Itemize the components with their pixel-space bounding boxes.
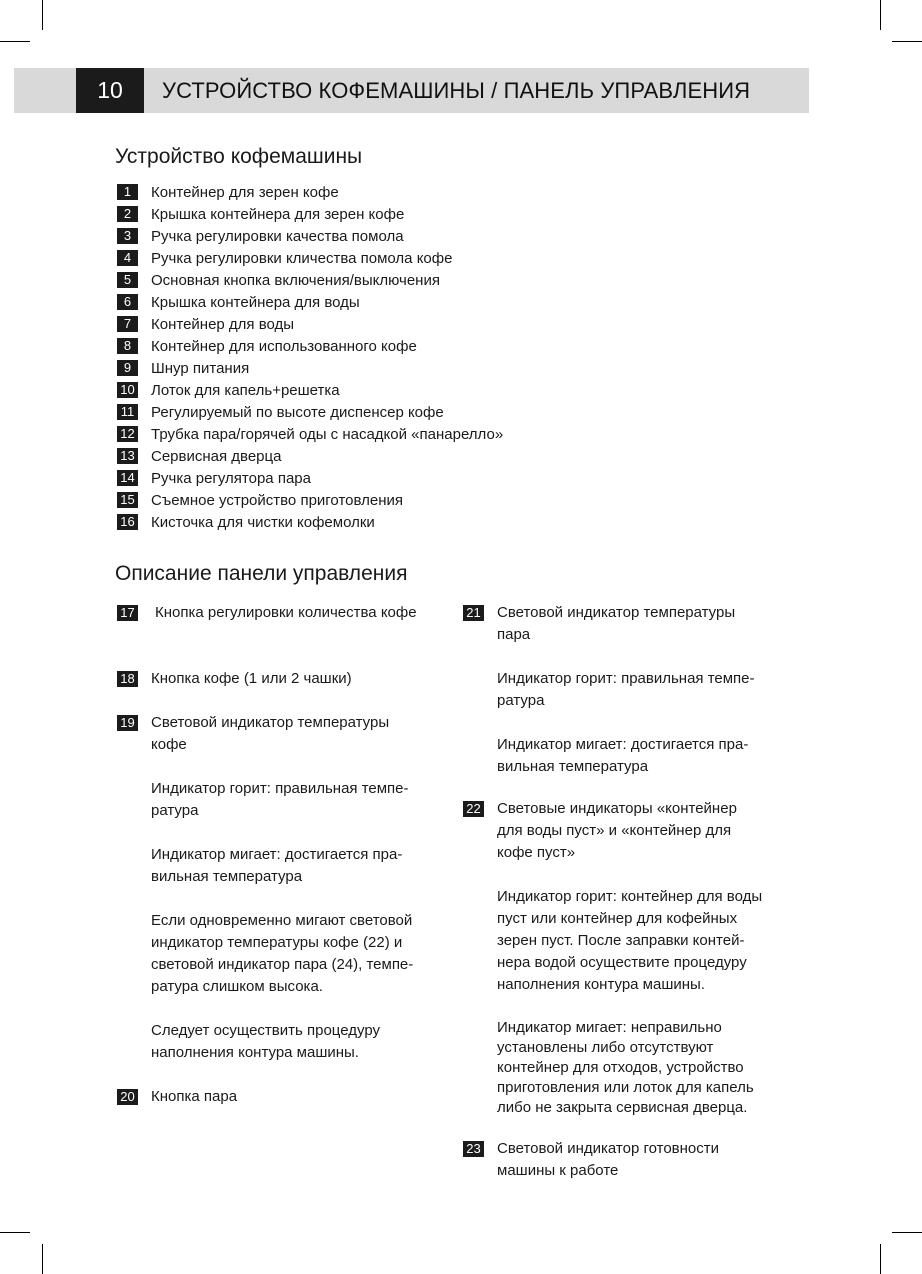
list-item: [117, 269, 503, 291]
description-paragraph: Индикатор мигает: достигается пра- вильная температура: [497, 736, 749, 775]
list-item-text: Ручка регулировки качества помола: [151, 227, 404, 245]
list-item-text: Контейнер для зерен кофе: [151, 183, 339, 201]
list-item: [117, 489, 503, 511]
item-number-badge: 23: [463, 1141, 484, 1157]
item-number-badge: 8: [117, 338, 138, 354]
item-number-badge: 12: [117, 426, 138, 442]
crop-mark: [880, 0, 881, 30]
list-item-text: Крышка контейнера для зерен кофе: [151, 205, 405, 223]
description-paragraph: Световые индикаторы «контейнер для воды пуст» и «контейнер для кофе пуст»: [497, 800, 737, 861]
description-paragraph: Индикатор горит: правильная темпе- ратура: [497, 670, 755, 709]
panel-section-title: Описание панели управления: [115, 562, 408, 585]
crop-mark: [42, 1244, 43, 1274]
list-item: [117, 467, 503, 489]
description-paragraph: Световой индикатор температуры пара: [497, 604, 736, 643]
crop-mark: [42, 0, 43, 30]
page-number: 10: [76, 68, 144, 113]
list-item-text: Контейнер для воды: [151, 315, 295, 333]
list-item: [117, 357, 503, 379]
item-number-badge: 18: [117, 671, 138, 687]
item-number-badge: 10: [117, 382, 138, 398]
description-paragraph: Световой индикатор температуры кофе: [151, 714, 390, 753]
panel-item-description: [151, 1086, 237, 1108]
list-item: [117, 291, 503, 313]
panel-item-description: [497, 798, 762, 1118]
description-line: Кнопка кофе (1 или 2 чашки): [151, 670, 352, 687]
description-paragraph: Световой индикатор готовности машины к работе: [497, 1140, 720, 1179]
list-item: [117, 181, 503, 203]
panel-item-description: [155, 602, 417, 624]
device-section-title: Устройство кофемашины: [115, 145, 363, 168]
list-item: [117, 203, 503, 225]
item-number-badge: 17: [117, 605, 138, 621]
list-item: [117, 423, 503, 445]
item-number-badge: 14: [117, 470, 138, 486]
list-item: [117, 335, 503, 357]
item-number-badge: 2: [117, 206, 138, 222]
crop-mark: [0, 41, 30, 42]
list-item: [117, 511, 503, 533]
list-item-text: Ручка регулятора пара: [151, 469, 311, 487]
crop-mark: [892, 1232, 922, 1233]
item-number-badge: 22: [463, 801, 484, 817]
item-number-badge: 16: [117, 514, 138, 530]
panel-item-description: [497, 1138, 719, 1182]
item-number-badge: 11: [117, 404, 138, 420]
item-number-badge: 4: [117, 250, 138, 266]
list-item: [117, 379, 503, 401]
list-item-text: Ручка регулировки кличества помола кофе: [151, 249, 453, 267]
item-number-badge: 21: [463, 605, 484, 621]
item-number-badge: 19: [117, 715, 138, 731]
panel-item-description: [151, 712, 413, 1064]
description-line: Кнопка регулировки количества кофе: [155, 604, 417, 621]
list-item: [117, 247, 503, 269]
list-item-text: Контейнер для использованного кофе: [151, 337, 417, 355]
description-paragraph: Следует осуществить процедуру наполнения контура машины.: [151, 1022, 380, 1061]
list-item-text: Основная кнопка включения/выключения: [151, 271, 440, 289]
device-parts-list: [117, 181, 503, 533]
list-item: [117, 401, 503, 423]
panel-item-description: [497, 602, 755, 778]
crop-mark: [880, 1244, 881, 1274]
item-number-badge: 3: [117, 228, 138, 244]
item-number-badge: 20: [117, 1089, 138, 1105]
list-item-text: Лоток для капель+решетка: [151, 381, 340, 399]
item-number-badge: 5: [117, 272, 138, 288]
list-item: [117, 445, 503, 467]
item-number-badge: 7: [117, 316, 138, 332]
page-title: УСТРОЙСТВО КОФЕМАШИНЫ / ПАНЕЛЬ УПРАВЛЕНИЯ: [162, 77, 751, 103]
description-paragraph: Если одновременно мигают световой индикатор температуры кофе (22) и световой индикатор пара (24), темпе- ратура слишком высока.: [151, 912, 414, 995]
list-item-text: Крышка контейнера для воды: [151, 293, 360, 311]
description-paragraph: Индикатор горит: контейнер для воды пуст или контейнер для кофейных зерен пуст. После заправки контей- нера водой осуществите процедуру наполнения контура машины.: [497, 888, 763, 993]
description-paragraph: Индикатор мигает: неправильно установлены либо отсутствуют контейнер для отходов, устройство приготовления или лоток для капель либо не закрыта сервисная дверца.: [497, 1019, 754, 1116]
list-item: [117, 225, 503, 247]
panel-item-description: [151, 668, 352, 690]
list-item-text: Регулируемый по высоте диспенсер кофе: [151, 403, 444, 421]
crop-mark: [892, 41, 922, 42]
list-item-text: Сервисная дверца: [151, 447, 282, 465]
description-paragraph: Индикатор горит: правильная темпе- ратура: [151, 780, 409, 819]
item-number-badge: 13: [117, 448, 138, 464]
item-number-badge: 1: [117, 184, 138, 200]
description-paragraph: Индикатор мигает: достигается пра- вильная температура: [151, 846, 403, 885]
item-number-badge: 6: [117, 294, 138, 310]
item-number-badge: 9: [117, 360, 138, 376]
list-item-text: Шнур питания: [151, 359, 250, 377]
description-line: Кнопка пара: [151, 1088, 238, 1105]
crop-mark: [0, 1232, 30, 1233]
list-item-text: Кисточка для чистки кофемолки: [151, 513, 375, 531]
item-number-badge: 15: [117, 492, 138, 508]
list-item-text: Трубка пара/горячей оды с насадкой «панарелло»: [151, 425, 504, 443]
list-item: [117, 313, 503, 335]
list-item-text: Съемное устройство приготовления: [151, 491, 403, 509]
